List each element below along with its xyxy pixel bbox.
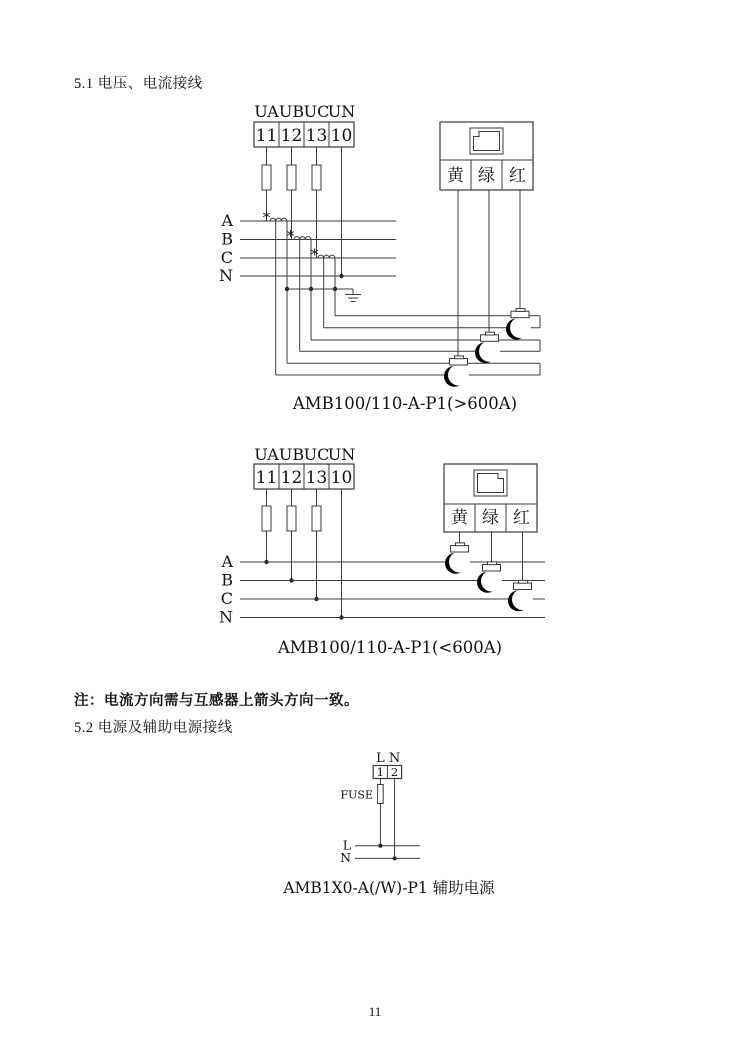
diagram2-caption: AMB100/110-A-P1(<600A) xyxy=(277,638,503,657)
diagram2-wiring xyxy=(0,445,750,660)
d1-connector-box xyxy=(440,122,533,190)
d1-phase-a-label: A xyxy=(221,211,233,230)
diagram3-caption: AMB1X0-A(/W)-P1 辅助电源 xyxy=(283,879,495,897)
d3-fuse xyxy=(341,779,384,846)
d1-wire-yellow-label: 黄 xyxy=(447,166,464,186)
d1-terminal-label-uc: UC xyxy=(303,102,330,121)
rj45-icon xyxy=(474,470,507,496)
d2-terminal-10: 10 xyxy=(330,468,353,488)
d1-terminal-label-un: UN xyxy=(327,102,356,121)
d2-phase-b-label: B xyxy=(221,570,233,590)
d1-phase-b-label: B xyxy=(221,229,233,249)
diagram1-caption: AMB100/110-A-P1(>600A) xyxy=(292,394,518,413)
d2-terminal-11: 11 xyxy=(255,468,278,488)
d1-ct-coils xyxy=(263,209,335,264)
d1-voltage-taps-and-fuses xyxy=(262,147,344,278)
section-5-1-title: 5.1 电压、电流接线 xyxy=(74,76,203,92)
d1-wire-green-label: 绿 xyxy=(478,166,495,186)
d1-terminal-10: 10 xyxy=(330,126,353,146)
d2-phase-n-label: N xyxy=(219,607,233,627)
current-direction-note: 注：电流方向需与互感器上箭头方向一致。 xyxy=(74,693,359,709)
d1-terminal-block xyxy=(254,102,355,147)
d2-terminal-13: 13 xyxy=(305,468,328,488)
d2-voltage-taps-and-fuses xyxy=(262,489,344,620)
d1-polarity-mark-c: * xyxy=(310,245,319,264)
d1-terminal-label-ua: UA xyxy=(254,102,279,121)
d2-ct-clamp-b xyxy=(477,562,502,593)
d1-phase-lines xyxy=(219,208,396,285)
d2-connector-box xyxy=(444,464,537,532)
d1-terminal-11: 11 xyxy=(255,126,278,146)
d1-terminal-13: 13 xyxy=(305,126,328,146)
rj45-icon xyxy=(470,128,503,154)
d3-terminal-1: 1 xyxy=(376,765,384,779)
diagram3-aux-power xyxy=(0,745,750,900)
d3-terminal-label-l: L xyxy=(376,751,385,766)
d1-terminal-label-ub: UB xyxy=(278,102,305,121)
page-number: 11 xyxy=(368,1004,382,1019)
d1-wire-red-label: 红 xyxy=(509,166,526,186)
d2-wire-yellow-label: 黄 xyxy=(451,508,468,528)
d1-polarity-mark-a: * xyxy=(262,208,271,227)
d1-polarity-mark-b: * xyxy=(286,227,295,245)
d2-ct-clamp-a xyxy=(445,543,470,574)
d1-phase-c-label: C xyxy=(220,248,233,267)
d3-terminal-2: 2 xyxy=(390,765,399,779)
d2-phase-c-label: C xyxy=(220,589,233,608)
d1-terminal-12: 12 xyxy=(280,126,303,146)
d2-ct-clamp-c xyxy=(508,580,533,611)
d3-line-n-label: N xyxy=(340,850,351,866)
d1-ct-secondary-leads xyxy=(276,221,337,375)
d3-terminal-block xyxy=(373,751,401,779)
d3-terminal-label-n: N xyxy=(388,751,401,766)
d1-ct-clamp-c xyxy=(506,309,531,340)
d2-terminal-12: 12 xyxy=(280,468,303,488)
diagram1-wiring xyxy=(0,100,750,415)
d3-fuse-label: FUSE xyxy=(340,788,373,802)
d2-wire-green-label: 绿 xyxy=(482,508,499,528)
d2-terminal-block xyxy=(254,445,355,489)
d1-phase-n-label: N xyxy=(219,266,233,285)
d2-terminal-label-uc: UC xyxy=(303,445,330,464)
section-5-2-title: 5.2 电源及辅助电源接线 xyxy=(74,720,233,736)
d2-terminal-label-ua: UA xyxy=(254,445,279,464)
d1-ct-clamp-a xyxy=(444,356,469,387)
d3-line-l-label: L xyxy=(342,837,351,853)
d2-wire-red-label: 红 xyxy=(513,508,530,528)
d1-ct-clamp-b xyxy=(475,332,500,363)
d2-phase-a-label: A xyxy=(221,552,233,571)
d1-secondary-loops xyxy=(276,316,540,375)
d2-terminal-label-ub: UB xyxy=(278,445,305,464)
d2-terminal-label-un: UN xyxy=(327,445,356,464)
